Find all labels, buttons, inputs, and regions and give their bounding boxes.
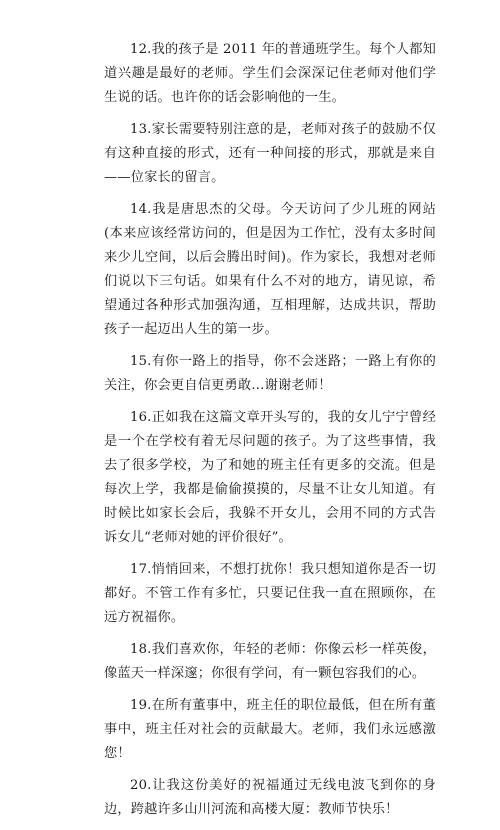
document-body (104, 38, 436, 830)
paragraph-13: 13.家长需要特别注意的是，老师对孩子的鼓励不仅有这种直接的形式，还有一种间接的形式，那就是来自——位家长的留言。 (104, 122, 436, 185)
paragraph-14: 14.我是唐思杰的父母。今天访问了少儿班的网站(本来应该经常访问的，但是因为工作忙，没有太多时间来少儿空间，以后会腾出时间)。作为家长，我想对老师们说以下三句话。如果有什么不对的地方，请见谅，希望通过各种形式加强沟通，互相理解，达成共识，帮助孩子一起迈出人生的第一步。 (104, 202, 436, 337)
paragraph-16: 16.正如我在这篇文章开头写的，我的女儿宁宁曾经是一个在学校有着无尽问题的孩子。为了这些事情，我去了很多学校，为了和她的班主任有更多的交流。但是每次上学，我都是偷偷摸摸的，尽量不让女儿知道。有时候比如家长会后，我躲不开女儿，会用不同的方式告诉女儿“老师对她的评价很好”。 (104, 410, 436, 545)
paragraph-18: 18.我们喜欢你，年轻的老师：你像云杉一样英俊，像蓝天一样深邃；你很有学问，有一颗包容我们的心。 (104, 642, 436, 681)
paragraph-19: 19.在所有董事中，班主任的职位最低，但在所有董事中，班主任对社会的贡献最大。老师，我们永远感激您！ (104, 698, 436, 761)
paragraph-15: 15.有你一路上的指导，你不会迷路；一路上有你的关注，你会更自信更勇敢…谢谢老师！ (104, 354, 436, 393)
paragraph-17: 17.悄悄回来，不想打扰你！我只想知道你是否一切都好。不管工作有多忙，只要记住我一直在照顾你，在远方祝福你。 (104, 562, 436, 625)
paragraph-12: 12.我的孩子是 2011 年的普通班学生。每个人都知道兴趣是最好的老师。学生们会深深记住老师对他们学生说的话。也许你的话会影响他的一生。 (104, 42, 436, 105)
paragraph-20: 20.让我这份美好的祝福通过无线电波飞到你的身边，跨越许多山川河流和高楼大厦：教师节快乐！ (104, 778, 436, 817)
